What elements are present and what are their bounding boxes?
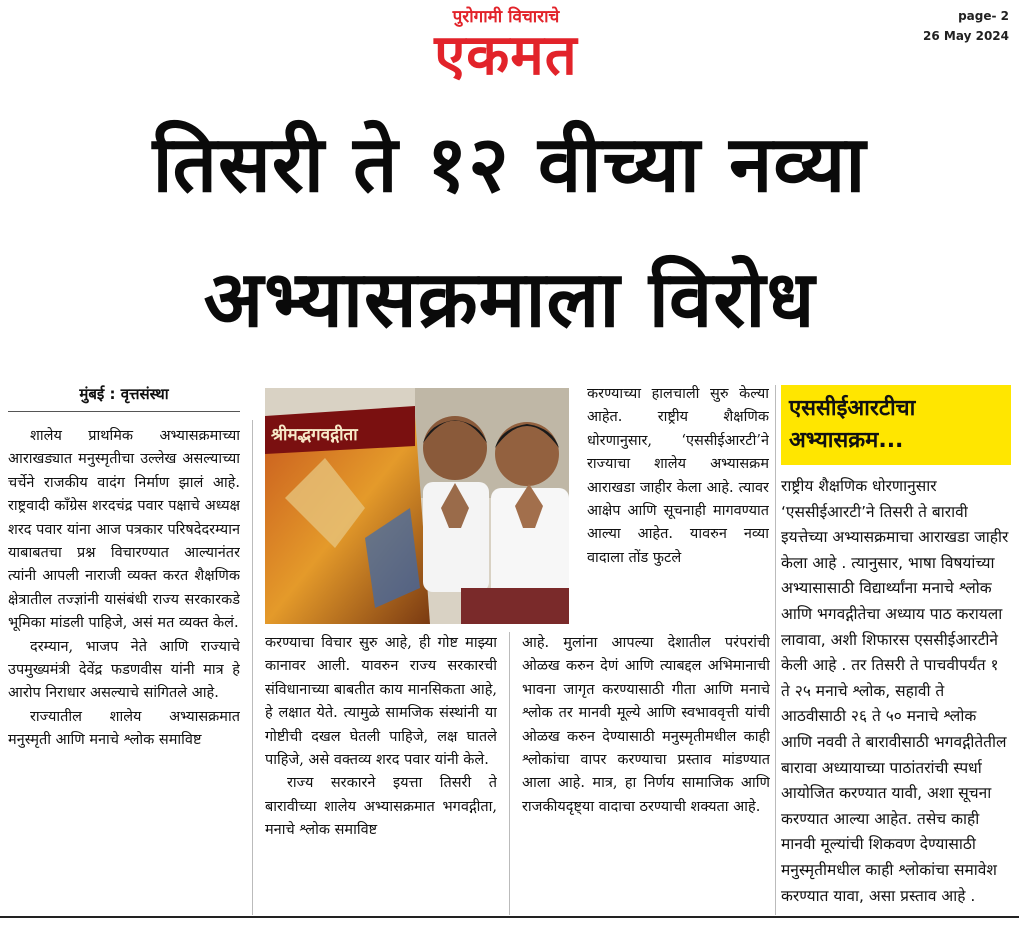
book-title: श्रीमद्भगवद्गीता — [271, 425, 358, 445]
article-column-2 — [265, 632, 497, 915]
column-divider — [509, 632, 510, 915]
article-column-3-top — [587, 383, 769, 631]
paragraph: करण्याच्या हालचाली सुरु केल्या आहेत. राष्ट्रीय शैक्षणिक धोरणानुसार, ‘एससीईआरटी’ने राज्याचा शालेय अभ्यासक्रम आराखडा जाहीर केला आहे. त्यावर आक्षेप आणि सूचनाही मागवण्यात आल्या आहेत. यावरुन नव्या वादाला तोंड फुटले — [587, 386, 769, 566]
masthead-logo: एकमत — [434, 23, 578, 88]
page-date: 26 May 2024 — [923, 29, 1009, 43]
article-photo — [265, 388, 569, 624]
paragraph: राज्यातील शालेय अभ्यासक्रमात मनुस्मृती आणि मनाचे श्लोक समाविष्ट — [8, 708, 240, 749]
dateline: मुंबई : वृत्तसंस्था — [79, 385, 169, 403]
article-column-3-bottom — [522, 632, 770, 915]
column-divider — [775, 385, 776, 915]
children-with-gita-illustration — [265, 388, 569, 624]
paragraph: करण्याचा विचार सुरु आहे, ही गोष्ट माझ्या कानावर आली. यावरुन राज्य सरकारची संविधानाच्या बाबतीत काय मानसिकता आहे, हे लक्षात येते. त्यामुळे सामजिक संस्थांनी या गोष्टीची दखल घेतली पाहिजे, लक्ष घातले पाहिजे, असे वक्तव्य शरद पवार यांनी केले. — [265, 635, 497, 769]
sidebar-body: राष्ट्रीय शैक्षणिक धोरणानुसार ‘एससीईआरटी’ने तिसरी ते बारावी इयत्तेच्या अभ्यासक्रमाचा आराखडा जाहीर केला आहे . त्यानुसार, भाषा विषयांच्या अभ्यासासाठी विद्यार्थ्यांना मनाचे श्लोक आणि भगवद्गीतेचा अध्याय पाठ करायला लावावा, अशी शिफारस एससीईआरटीने केली आहे . तर तिसरी ते पाचवीपर्यंत १ ते २५ मनाचे श्लोक, सहावी ते आठवीसाठी २६ ते ५० मनाचे श्लोक आणि नववी ते बारावीसाठी भगवद्गीतेतील बारावा अध्यायाच्या पाठांतरांची स्पर्धा आयोजित करण्यात यावी, अशा सूचना करण्यात आल्या आहेत. तसेच काही मानवी मूल्यांची शिकवण देण्यासाठी मनुस्मृतीमधील काही श्लोकांचा समावेश करण्यात यावा, असा प्रस्ताव आहे . — [781, 477, 1009, 905]
sidebar-heading: एससीईआरटीचा अभ्यासक्रम... — [781, 385, 1011, 465]
paragraph: राज्य सरकारने इयत्ता तिसरी ते बारावीच्या शालेय अभ्यासक्रमात भगवद्गीता, मनाचे श्लोक समाविष्ट — [265, 775, 497, 839]
page-number: page- 2 — [958, 9, 1009, 23]
paragraph: दरम्यान, भाजप नेते आणि राज्याचे उपमुख्यमंत्री देवेंद्र फडणवीस यांनी मात्र हे आरोप निराधार असल्याचे सांगितले आहे. — [8, 638, 240, 702]
headline-line-2: अभ्यासक्रमाला विरोध — [203, 255, 816, 345]
page-bottom-rule — [0, 916, 1019, 918]
column-divider — [252, 420, 253, 915]
masthead-tagline: पुरोगामी विचाराचे — [452, 7, 560, 27]
article-column-1 — [8, 425, 240, 915]
paragraph: आहे. मुलांना आपल्या देशातील परंपरांची ओळख करुन देणं आणि त्याबद्दल अभिमानाची भावना जागृत करण्यासाठी गीता आणि मनाचे श्लोक तर मानवी मूल्ये आणि स्वभाववृत्ती यांची ओळख करुन देण्यासाठी मनुस्मृतीमधील काही श्लोकांचा वापर करण्याचा प्रस्ताव मांडण्यात आला आहे. मात्र, हा निर्णय सामाजिक आणि राजकीयदृष्ट्या वादाचा ठरण्याची शक्यता आहे. — [522, 635, 770, 815]
dateline-rule — [8, 411, 240, 412]
page-meta — [923, 6, 1009, 46]
headline-line-1: तिसरी ते १२ वीच्या नव्या — [152, 120, 867, 210]
paragraph: शालेय प्राथमिक अभ्यासक्रमाच्या आराखड्यात मनुस्मृतीचा उल्लेख असल्याच्या चर्चेने राजकीय वादंग निर्माण झालं आहे. राष्ट्रवादी काँग्रेस शरदचंद्र पवार पक्षाचे अध्यक्ष शरद पवार यांना आज पत्रकार परिषदेदरम्यान याबाबतचा प्रश्न विचारण्यात आल्यानंतर त्यांनी आपली नाराजी व्यक्त करत शैक्षणिक क्षेत्रातील तज्ज्ञांनी यासंबंधी राज्य सरकारकडे भूमिका मांडली पाहिजे, असं मत व्यक्त केलं. — [8, 428, 240, 632]
